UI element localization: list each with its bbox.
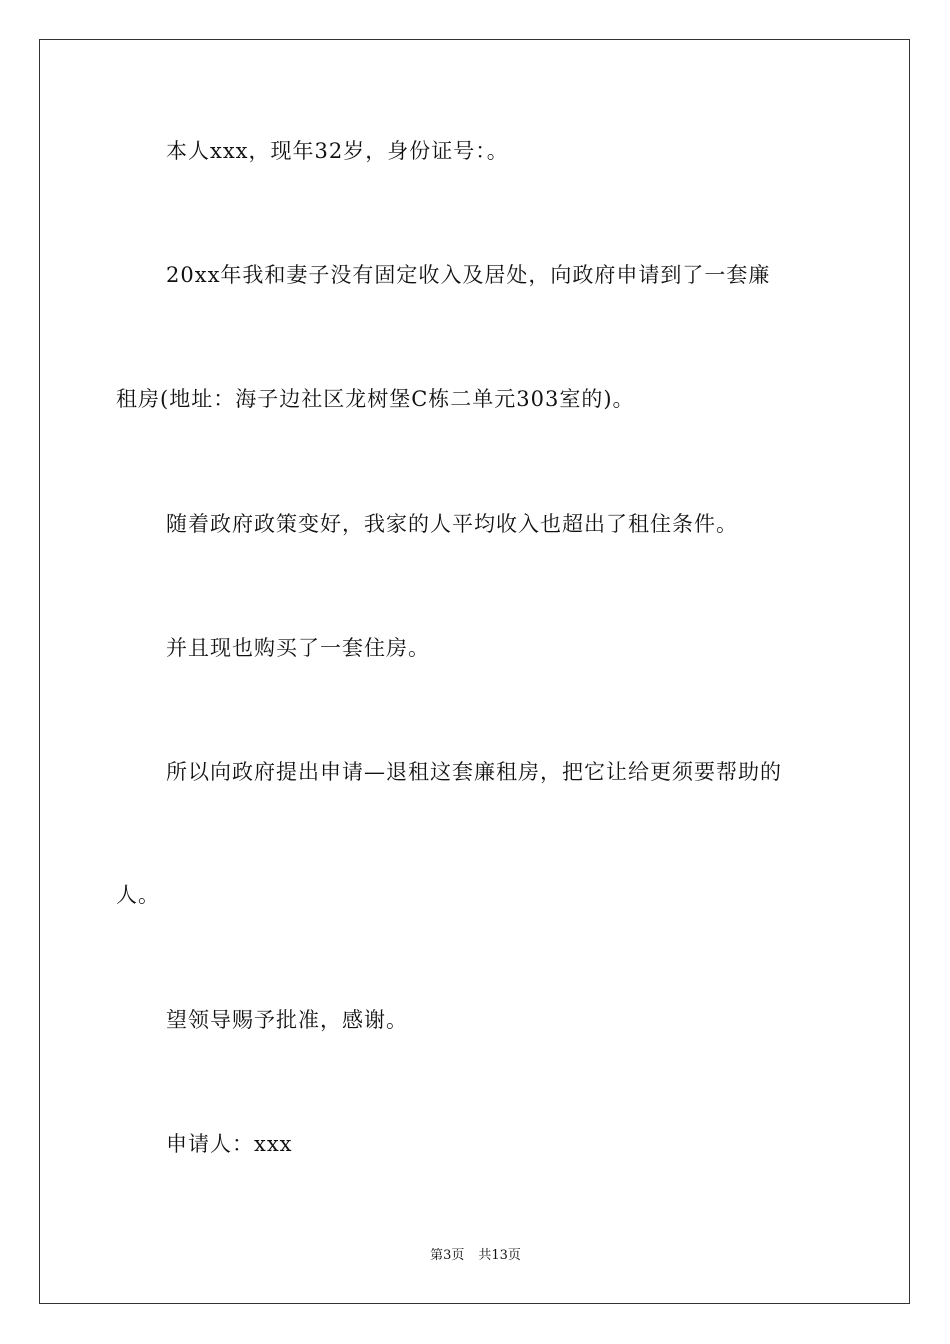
paragraph-intro: 本人xxx，现年32岁，身份证号：。 (166, 139, 509, 163)
paragraph-closing: 望领导赐予批准，感谢。 (166, 1008, 408, 1032)
page-footer (40, 1247, 911, 1265)
page-number: 第3页 (430, 1248, 465, 1263)
paragraph-request-continued: 人。 (116, 883, 160, 907)
total-pages: 共13页 (478, 1248, 521, 1263)
paragraph-background-continued: 租房(地址：海子边社区龙树堡C栋二单元303室的)。 (116, 387, 635, 411)
paragraph-background: 20xx年我和妻子没有固定收入及居处，向政府申请到了一套廉 (166, 263, 771, 287)
signature-line: 申请人：xxx (166, 1132, 293, 1156)
paragraph-income: 随着政府政策变好，我家的人平均收入也超出了租住条件。 (166, 512, 738, 536)
paragraph-request: 所以向政府提出申请—退租这套廉租房，把它让给更须要帮助的 (166, 760, 782, 784)
paragraph-housing: 并且现也购买了一套住房。 (166, 636, 430, 660)
page-frame (39, 39, 910, 1304)
